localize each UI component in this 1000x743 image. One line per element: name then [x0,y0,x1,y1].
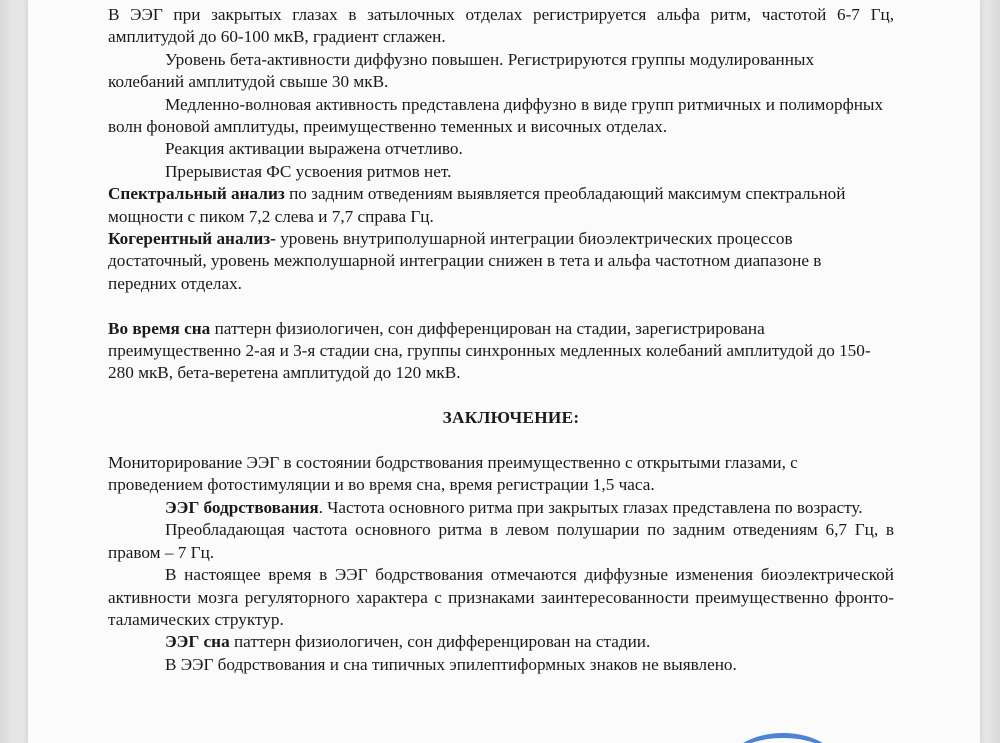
wake-eeg-label: ЭЭГ бодрствования [165,497,319,517]
paragraph-diffuse-changes: В настоящее время в ЭЭГ бодрствования отмечаются диффузные изменения биоэлектрической активности мозга регуляторного характера с признаками заинтересованности преимущественно фронто-таламических структур. [108,565,894,629]
spacer [108,385,894,407]
paragraph-slow-wave: Медленно-волновая активность представлена диффузно в виде групп ритмичных и полиморфных волн фоновой амплитуды, преимущественно теменных и височных отделах. [108,94,884,137]
sleep-text: паттерн физиологичен, сон дифференцирован на стадии, зарегистрирована преимущественно 2-ая и 3-я стадии сна, группы синхронных медленных колебаний амплитудой до 150-280 мкВ, бета-веретена амплитудой до 120 мкВ. [108,318,871,383]
paragraph-spectral [108,183,894,228]
paragraph-wake-eeg [108,497,894,519]
paragraph-beta-activity: Уровень бета-активности диффузно повышен. Регистрируются группы модулированных колебаний амплитудой свыше 30 мкВ. [108,49,815,92]
document-text [108,4,894,676]
spectral-label: Спектральный анализ [108,184,285,204]
spacer [108,430,894,452]
coherence-text: уровень внутриполушарной интеграции биоэлектрических процессов достаточный, уровень межполушарной интеграции снижен в тета и альфа частотном диапазоне в передних отделах. [108,229,822,293]
spectral-text: по задним отведениям выявляется преобладающий максимум спектральной мощности с пиком 7,2 слева и 7,7 справа Гц. [108,184,846,226]
paragraph-monitoring: Мониторирование ЭЭГ в состоянии бодрствования преимущественно с открытыми глазами, с проведением фотостимуляции и во время сна, время регистрации 1,5 часа. [108,453,798,495]
sleep-eeg-label: ЭЭГ сна [165,632,230,652]
paragraph-sleep-eeg [108,631,894,653]
paragraph-no-epileptiform: В ЭЭГ бодрствования и сна типичных эпилептиформных знаков не выявлено. [165,654,737,674]
sleep-eeg-text: паттерн физиологичен, сон дифференцирован на стадии. [229,632,651,652]
paragraph-photostimulation: Прерывистая ФС усвоения ритмов нет. [165,161,452,181]
stamp-edge [728,733,838,743]
paragraph-activation: Реакция активации выражена отчетливо. [165,139,463,159]
paragraph-coherence [108,228,894,295]
paragraph-dominant-frequency: Преобладающая частота основного ритма в левом полушарии по задним отведениям 6,7 Гц, в правом – 7 Гц. [108,520,894,562]
coherence-label: Когерентный анализ- [108,229,276,249]
spacer [108,295,894,317]
sleep-label: Во время сна [108,318,211,338]
paragraph-sleep [108,318,894,385]
document-page [28,0,980,743]
conclusion-heading: ЗАКЛЮЧЕНИЕ: [442,408,580,428]
paragraph-alpha-rhythm: В ЭЭГ при закрытых глазах в затылочных отделах регистрируется альфа ритм, частотой 6-7 Гц, амплитудой до 60-100 мкВ, градиент сглажен. [108,5,894,47]
wake-eeg-text: . Частота основного ритма при закрытых глазах представлена по возрасту. [318,497,863,517]
